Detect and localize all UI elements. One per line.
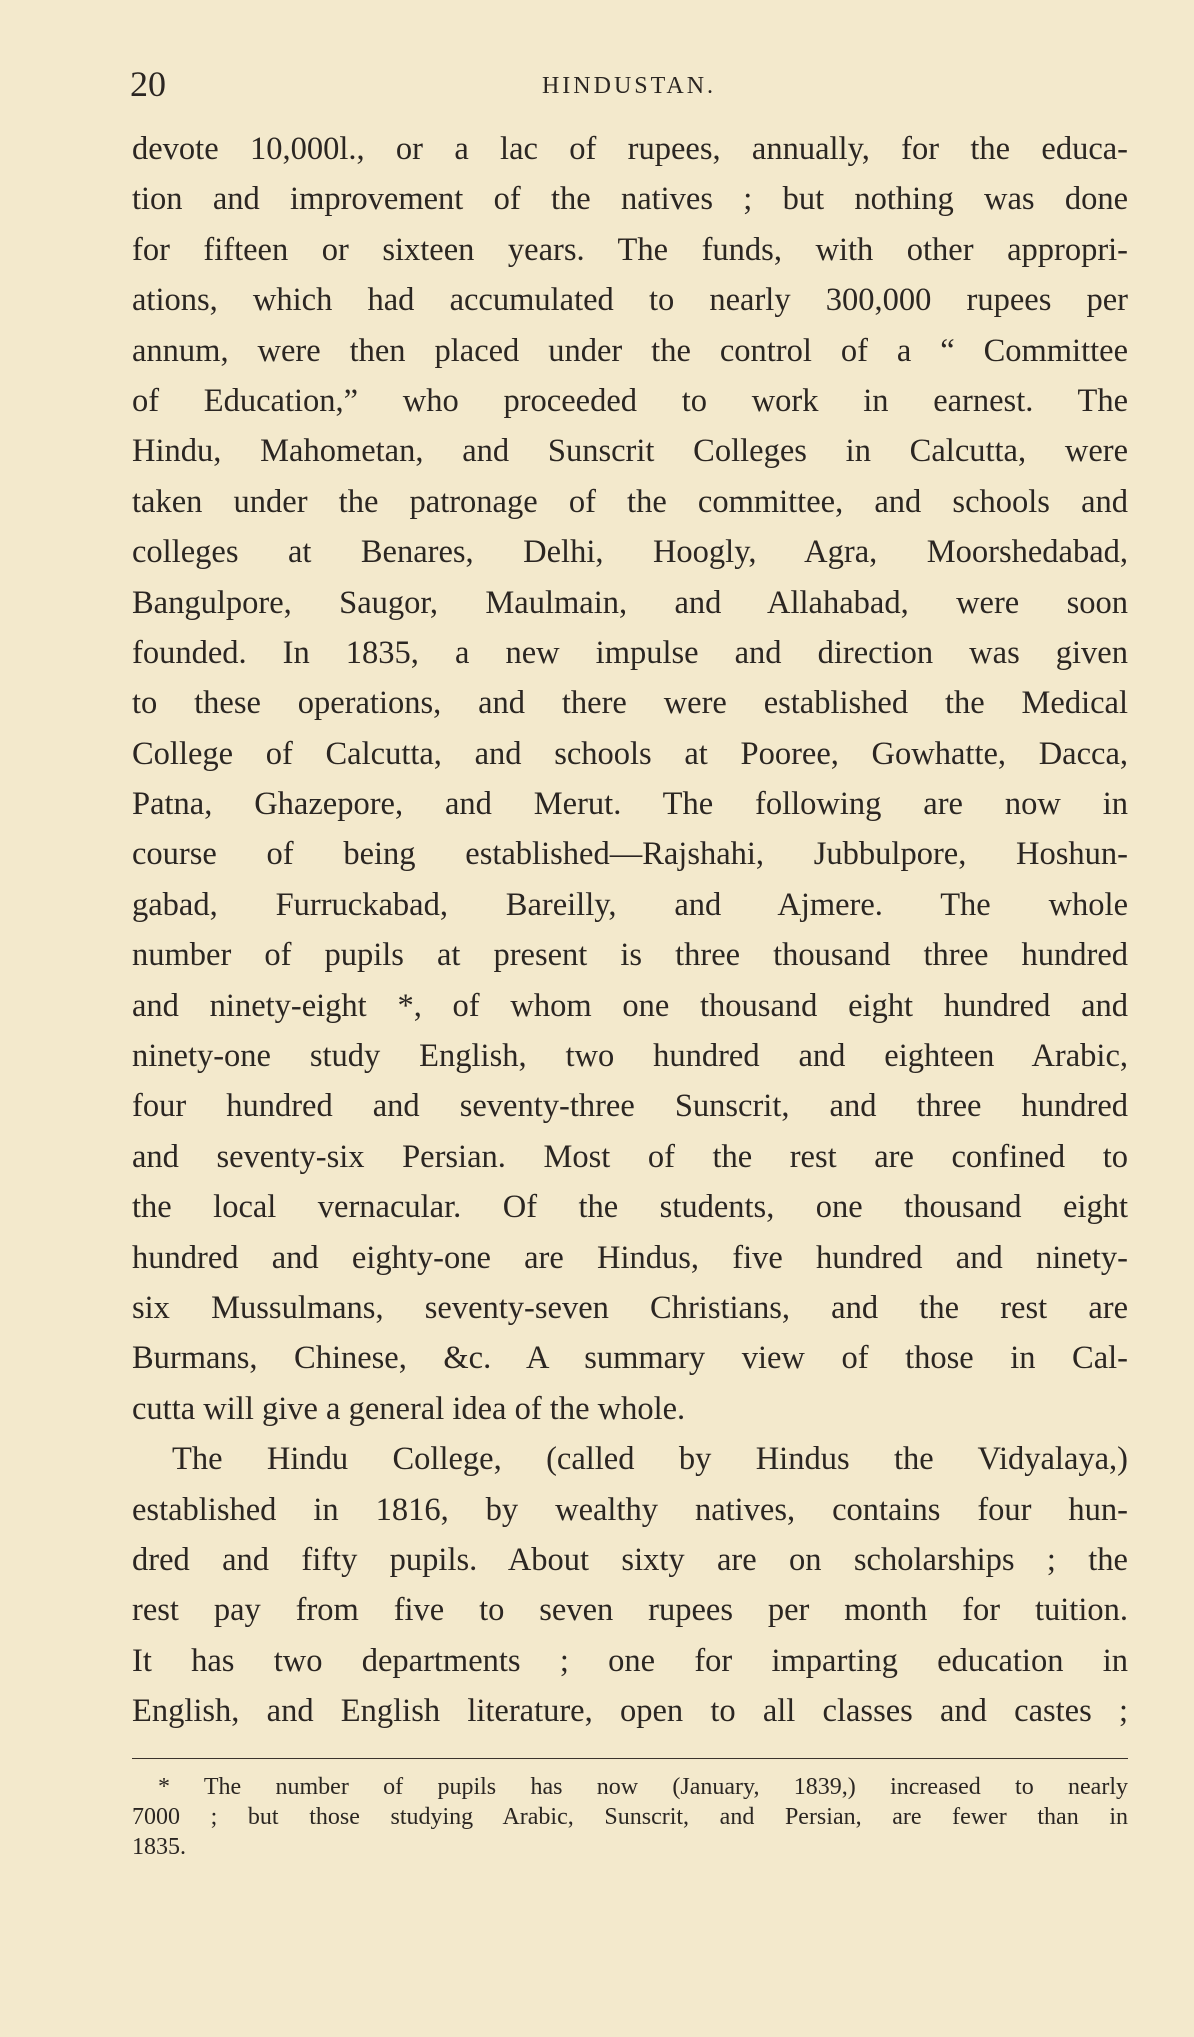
- text-line: founded. In 1835, a new impulse and direction was given: [132, 634, 1128, 671]
- paragraph-end-line: cutta will give a general idea of the whole.: [132, 1390, 686, 1427]
- footnote-divider: [132, 1758, 1128, 1759]
- footnote-line: 7000 ; but those studying Arabic, Sunscrit, and Persian, are fewer than in: [132, 1804, 1128, 1830]
- page-header: [130, 62, 1128, 106]
- text-line: College of Calcutta, and schools at Pooree, Gowhatte, Dacca,: [132, 735, 1128, 772]
- text-line: It has two departments ; one for imparting education in: [132, 1642, 1128, 1679]
- body-text: [132, 124, 1128, 1737]
- text-line: Bangulpore, Saugor, Maulmain, and Allahabad, were soon: [132, 584, 1128, 621]
- text-line: ations, which had accumulated to nearly 300,000 rupees per: [132, 282, 1128, 319]
- text-line: Patna, Ghazepore, and Merut. The following are now in: [132, 786, 1128, 823]
- page-number: 20: [130, 64, 166, 104]
- text-line: English, and English literature, open to all classes and castes ;: [132, 1693, 1128, 1730]
- text-line: number of pupils at present is three thousand three hundred: [132, 937, 1128, 974]
- text-line: established in 1816, by wealthy natives, contains four hun-: [132, 1491, 1128, 1528]
- text-line: and seventy-six Persian. Most of the rest are confined to: [132, 1138, 1128, 1175]
- footnote-line: 1835.: [132, 1834, 186, 1860]
- text-line: hundred and eighty-one are Hindus, five hundred and ninety-: [132, 1239, 1128, 1276]
- text-line: of Education,” who proceeded to work in earnest. The: [132, 382, 1128, 419]
- text-line: six Mussulmans, seventy-seven Christians, and the rest are: [132, 1289, 1128, 1326]
- text-line: annum, were then placed under the control of a “ Committee: [132, 332, 1128, 369]
- text-line: ninety-one study English, two hundred and eighteen Arabic,: [132, 1038, 1128, 1075]
- text-line: course of being established—Rajshahi, Jubbulpore, Hoshun-: [132, 836, 1128, 873]
- paragraph-start-line: The Hindu College, (called by Hindus the Vidyalaya,): [172, 1441, 1128, 1478]
- running-head: HINDUSTAN.: [541, 73, 717, 99]
- text-line: the local vernacular. Of the students, one thousand eight: [132, 1189, 1128, 1226]
- text-line: tion and improvement of the natives ; but nothing was done: [132, 181, 1128, 218]
- text-line: four hundred and seventy-three Sunscrit, and three hundred: [132, 1088, 1128, 1125]
- text-line: dred and fifty pupils. About sixty are on scholarships ; the: [132, 1541, 1128, 1578]
- footnote-line: * The number of pupils has now (January, 1839,) increased to nearly: [158, 1774, 1128, 1800]
- text-line: devote 10,000l., or a lac of rupees, annually, for the educa-: [132, 131, 1128, 167]
- text-line: to these operations, and there were established the Medical: [132, 685, 1128, 722]
- text-line: colleges at Benares, Delhi, Hoogly, Agra, Moorshedabad,: [132, 534, 1128, 571]
- text-line: taken under the patronage of the committee, and schools and: [132, 483, 1128, 520]
- footnote: [132, 1772, 1128, 1862]
- text-line: rest pay from five to seven rupees per month for tuition.: [132, 1592, 1128, 1629]
- text-line: Burmans, Chinese, &c. A summary view of those in Cal-: [132, 1340, 1128, 1377]
- text-line: gabad, Furruckabad, Bareilly, and Ajmere. The whole: [132, 886, 1128, 923]
- text-line: Hindu, Mahometan, and Sunscrit Colleges in Calcutta, were: [132, 433, 1128, 470]
- text-line: for fifteen or sixteen years. The funds, with other appropri-: [132, 231, 1128, 268]
- text-line: and ninety-eight *, of whom one thousand eight hundred and: [132, 987, 1128, 1024]
